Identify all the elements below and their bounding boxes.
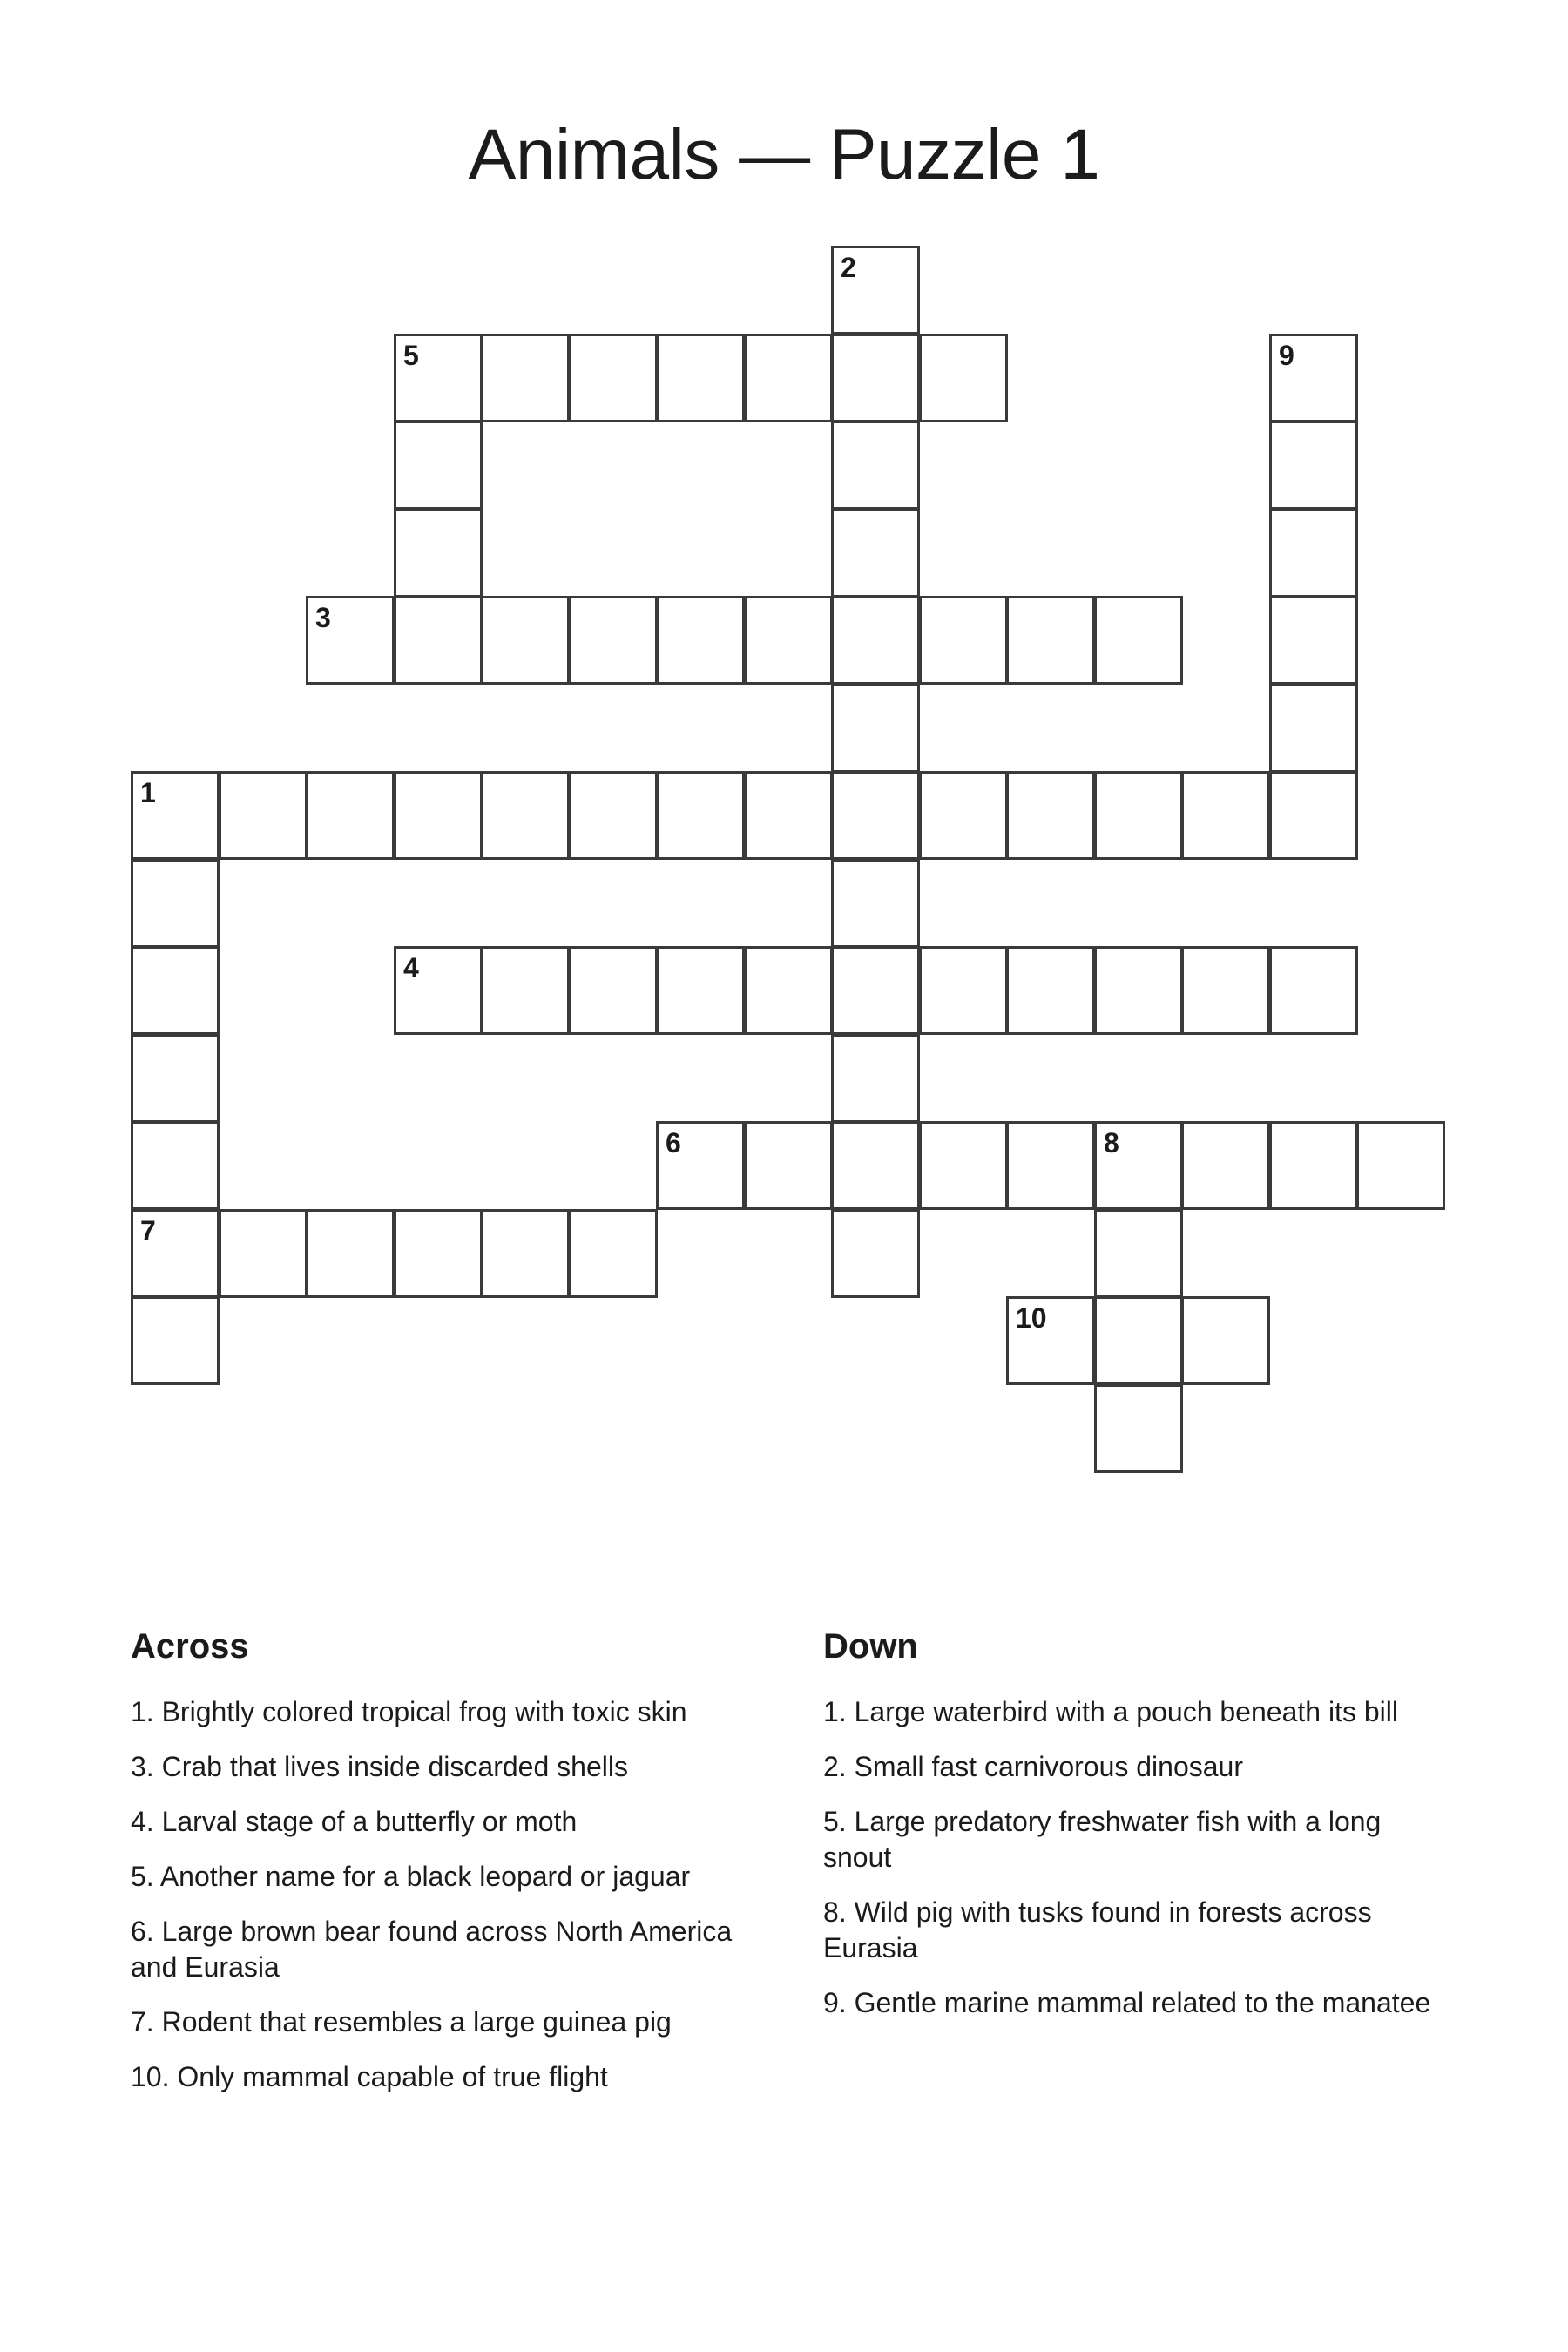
grid-cell[interactable]	[831, 421, 920, 510]
puzzle-title: Animals — Puzzle 1	[468, 115, 1100, 194]
grid-cell[interactable]	[481, 946, 570, 1035]
grid-cell[interactable]	[1006, 946, 1095, 1035]
grid-cell[interactable]	[394, 334, 483, 422]
grid-cell[interactable]	[744, 596, 833, 685]
clue-number: 1	[140, 777, 156, 808]
grid-cell[interactable]	[919, 596, 1008, 685]
grid-cell[interactable]	[131, 1296, 220, 1385]
across-clue: 1. Brightly colored tropical frog with toxic skin	[131, 1696, 687, 1727]
clue-number: 7	[140, 1215, 156, 1247]
grid-cell[interactable]	[1094, 1296, 1183, 1385]
grid-cell[interactable]	[481, 1209, 570, 1298]
down-clue-list	[823, 1694, 1450, 2021]
grid-cell[interactable]	[1181, 946, 1270, 1035]
grid-cell[interactable]	[394, 596, 483, 685]
down-clue: 2. Small fast carnivorous dinosaur	[823, 1751, 1243, 1782]
grid-cell[interactable]	[919, 946, 1008, 1035]
across-clue: 3. Crab that lives inside discarded shells	[131, 1751, 628, 1782]
grid-cell[interactable]	[1094, 771, 1183, 860]
grid-cell[interactable]	[919, 771, 1008, 860]
grid-cell[interactable]	[394, 946, 483, 1035]
grid-cell[interactable]	[919, 334, 1008, 422]
grid-cell[interactable]	[1269, 509, 1358, 598]
grid-cell[interactable]	[569, 1209, 658, 1298]
grid-cell[interactable]	[569, 771, 658, 860]
grid-cell[interactable]	[831, 509, 920, 598]
grid-cell[interactable]	[744, 334, 833, 422]
grid-cell[interactable]	[1006, 771, 1095, 860]
clue-number: 4	[403, 952, 419, 983]
grid-cell[interactable]	[831, 334, 920, 422]
grid-cell[interactable]	[394, 1209, 483, 1298]
grid-cell[interactable]	[131, 1034, 220, 1123]
grid-cell[interactable]	[831, 946, 920, 1035]
down-clue: 5. Large predatory freshwater fish with a long snout	[823, 1806, 1382, 1873]
grid-cell[interactable]	[1094, 1384, 1183, 1473]
across-clue-list	[131, 1694, 758, 2095]
grid-cell[interactable]	[1181, 771, 1270, 860]
grid-cell[interactable]	[219, 771, 308, 860]
grid-cell[interactable]	[481, 771, 570, 860]
across-clues	[131, 1625, 758, 2114]
grid-cell[interactable]	[219, 1209, 308, 1298]
grid-cell[interactable]	[656, 946, 745, 1035]
grid-cell[interactable]	[656, 596, 745, 685]
grid-cell[interactable]	[1094, 946, 1183, 1035]
across-heading: Across	[131, 1627, 249, 1666]
grid-cell[interactable]	[1006, 1296, 1095, 1385]
across-clue: 10. Only mammal capable of true flight	[131, 2061, 608, 2092]
grid-cell[interactable]	[1006, 1121, 1095, 1210]
down-clue: 8. Wild pig with tusks found in forests across Eurasia	[823, 1896, 1372, 1963]
grid-cell[interactable]	[131, 946, 220, 1035]
grid-cell[interactable]	[744, 1121, 833, 1210]
grid-cell[interactable]	[131, 1121, 220, 1210]
grid-cell[interactable]	[306, 596, 395, 685]
grid-cell[interactable]	[831, 1209, 920, 1298]
grid-cell[interactable]	[1269, 771, 1358, 860]
grid-cell[interactable]	[831, 859, 920, 948]
grid-cell[interactable]	[1269, 1121, 1358, 1210]
grid-cell[interactable]	[1269, 421, 1358, 510]
across-clue: 6. Large brown bear found across North America and Eurasia	[131, 1916, 733, 1983]
clue-number: 10	[1016, 1302, 1047, 1334]
grid-cell[interactable]	[1006, 596, 1095, 685]
grid-cell[interactable]	[831, 1121, 920, 1210]
down-clue: 1. Large waterbird with a pouch beneath its bill	[823, 1696, 1398, 1727]
grid-cell[interactable]	[656, 1121, 745, 1210]
grid-cell[interactable]	[1094, 1121, 1183, 1210]
across-clue: 4. Larval stage of a butterfly or moth	[131, 1806, 578, 1837]
down-clue: 9. Gentle marine mammal related to the manatee	[823, 1987, 1431, 2018]
across-clue: 5. Another name for a black leopard or jaguar	[131, 1861, 691, 1892]
grid-cell[interactable]	[744, 946, 833, 1035]
grid-cell[interactable]	[394, 509, 483, 598]
grid-cell[interactable]	[569, 334, 658, 422]
clue-number: 6	[666, 1127, 681, 1159]
grid-cell[interactable]	[831, 771, 920, 860]
down-clues	[823, 1625, 1450, 2040]
grid-cell[interactable]	[1356, 1121, 1445, 1210]
grid-cell[interactable]	[481, 596, 570, 685]
clue-number: 3	[315, 602, 331, 633]
grid-cell[interactable]	[481, 334, 570, 422]
grid-cell[interactable]	[744, 771, 833, 860]
grid-cell[interactable]	[831, 596, 920, 685]
clue-number: 9	[1279, 340, 1294, 371]
clue-number: 8	[1104, 1127, 1119, 1159]
grid-cell[interactable]	[831, 1034, 920, 1123]
grid-cell[interactable]	[1269, 946, 1358, 1035]
grid-cell[interactable]	[919, 1121, 1008, 1210]
grid-cell[interactable]	[1094, 596, 1183, 685]
grid-cell[interactable]	[131, 859, 220, 948]
across-clue: 7. Rodent that resembles a large guinea pig	[131, 2006, 672, 2038]
grid-cell[interactable]	[394, 771, 483, 860]
grid-cell[interactable]	[1269, 596, 1358, 685]
grid-cell[interactable]	[1269, 334, 1358, 422]
grid-cell[interactable]	[1094, 1209, 1183, 1298]
grid-cell[interactable]	[306, 771, 395, 860]
grid-cell[interactable]	[569, 596, 658, 685]
grid-cell[interactable]	[394, 421, 483, 510]
grid-cell[interactable]	[569, 946, 658, 1035]
grid-cell[interactable]	[1181, 1121, 1270, 1210]
grid-cell[interactable]	[831, 684, 920, 773]
grid-cell[interactable]	[306, 1209, 395, 1298]
grid-cell[interactable]	[656, 334, 745, 422]
clue-number: 5	[403, 340, 419, 371]
grid-cell[interactable]	[1269, 684, 1358, 773]
down-heading: Down	[823, 1627, 918, 1666]
grid-cell[interactable]	[1181, 1296, 1270, 1385]
grid-cell[interactable]	[831, 246, 920, 335]
grid-cell[interactable]	[131, 771, 220, 860]
clue-number: 2	[841, 252, 856, 283]
grid-cell[interactable]	[131, 1209, 220, 1298]
grid-cell[interactable]	[656, 771, 745, 860]
